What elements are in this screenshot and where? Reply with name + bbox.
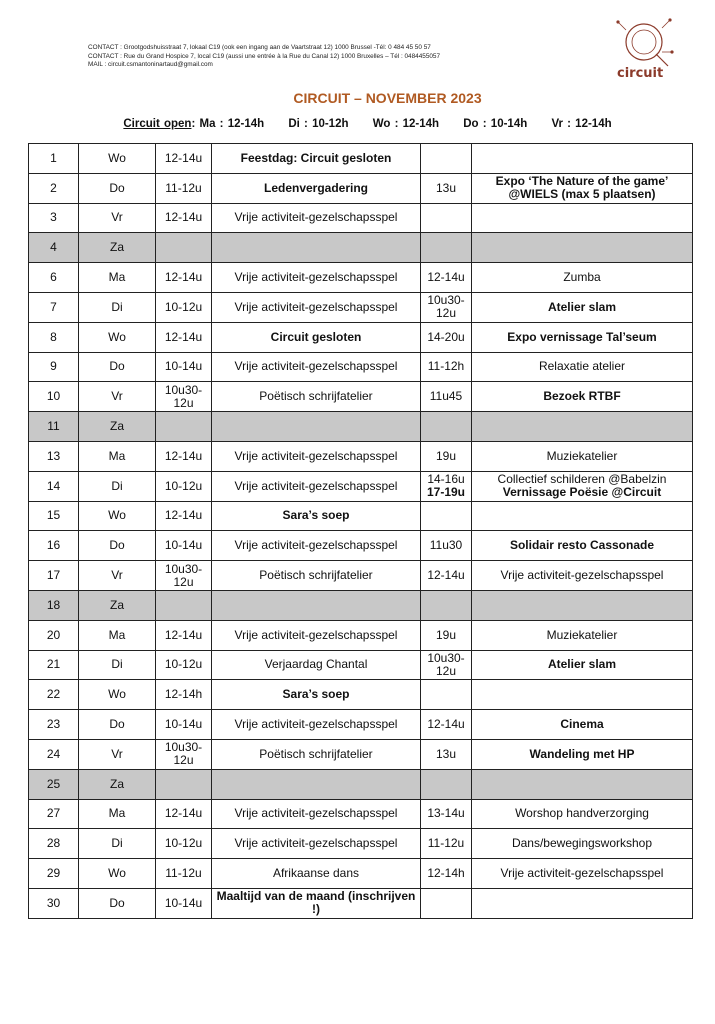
event-cell: Atelier slam <box>472 292 693 322</box>
table-row <box>29 352 693 382</box>
table-row <box>29 144 693 174</box>
activity-cell <box>212 412 421 442</box>
day-cell: Vr <box>79 203 156 233</box>
day-cell: Di <box>79 650 156 680</box>
day-cell: Ma <box>79 263 156 293</box>
time-cell: 10-12u <box>156 829 212 859</box>
event-cell: Muziekatelier <box>472 441 693 471</box>
table-row <box>29 173 693 203</box>
activity-cell: Vrije activiteit-gezelschapsspel <box>212 471 421 501</box>
time-cell: 10u30-12u <box>156 382 212 412</box>
time-cell: 10-14u <box>156 352 212 382</box>
event-cell <box>472 203 693 233</box>
event-time-line: 17-19u <box>426 485 466 500</box>
date-cell: 10 <box>29 382 79 412</box>
activity-cell: Verjaardag Chantal <box>212 650 421 680</box>
table-row <box>29 650 693 680</box>
table-row <box>29 263 693 293</box>
activity-cell: Vrije activiteit-gezelschapsspel <box>212 352 421 382</box>
activity-cell <box>212 769 421 799</box>
event-time-cell: 10u30-12u <box>421 650 472 680</box>
date-cell: 17 <box>29 561 79 591</box>
day-cell: Wo <box>79 322 156 352</box>
event-time-cell <box>421 680 472 710</box>
table-row <box>29 441 693 471</box>
table-row <box>29 590 693 620</box>
page-title: CIRCUIT – NOVEMBER 2023 <box>293 90 482 106</box>
opening-hours-label: Circuit open <box>123 118 192 130</box>
opening-hours-item: Wo : 12-14h <box>372 118 440 130</box>
table-row <box>29 412 693 442</box>
event-time-cell: 11u30 <box>421 531 472 561</box>
day-cell: Za <box>79 412 156 442</box>
opening-hours-item: Ma : 12-14h <box>199 118 265 130</box>
event-cell: Vrije activiteit-gezelschapsspel <box>472 561 693 591</box>
event-cell: Cinema <box>472 710 693 740</box>
event-time-cell <box>421 769 472 799</box>
table-row <box>29 680 693 710</box>
table-row <box>29 233 693 263</box>
table-row <box>29 769 693 799</box>
activity-cell: Vrije activiteit-gezelschapsspel <box>212 292 421 322</box>
date-cell: 18 <box>29 590 79 620</box>
table-row <box>29 739 693 769</box>
time-cell: 12-14u <box>156 322 212 352</box>
date-cell: 9 <box>29 352 79 382</box>
table-row <box>29 531 693 561</box>
opening-hours-item: Vr : 12-14h <box>551 118 612 130</box>
table-row <box>29 710 693 740</box>
event-cell <box>472 471 693 501</box>
event-time-cell: 12-14u <box>421 263 472 293</box>
activity-cell: Vrije activiteit-gezelschapsspel <box>212 203 421 233</box>
activity-cell: Feestdag: Circuit gesloten <box>212 144 421 174</box>
date-cell: 23 <box>29 710 79 740</box>
date-cell: 15 <box>29 501 79 531</box>
table-row <box>29 203 693 233</box>
event-cell <box>472 144 693 174</box>
table-row <box>29 859 693 889</box>
time-cell <box>156 590 212 620</box>
day-cell: Vr <box>79 739 156 769</box>
day-cell: Vr <box>79 382 156 412</box>
event-time-cell: 12-14u <box>421 561 472 591</box>
time-cell: 12-14u <box>156 501 212 531</box>
date-cell: 2 <box>29 173 79 203</box>
event-time-cell <box>421 590 472 620</box>
event-cell: Zumba <box>472 263 693 293</box>
event-line: Collectief schilderen @Babelzin <box>497 472 667 487</box>
date-cell: 8 <box>29 322 79 352</box>
time-cell: 10-14u <box>156 531 212 561</box>
day-cell: Za <box>79 590 156 620</box>
schedule-body <box>29 144 693 919</box>
day-cell: Do <box>79 352 156 382</box>
table-row <box>29 561 693 591</box>
contact-mail: MAIL : circuit.csmantoninartaud@gmail.com <box>88 61 213 69</box>
event-time-cell: 13u <box>421 173 472 203</box>
date-cell: 16 <box>29 531 79 561</box>
event-time-cell: 12-14h <box>421 859 472 889</box>
table-row <box>29 382 693 412</box>
table-row <box>29 620 693 650</box>
event-time-cell <box>421 233 472 263</box>
event-cell <box>472 680 693 710</box>
event-time-cell <box>421 144 472 174</box>
event-time-cell: 10u30-12u <box>421 292 472 322</box>
activity-cell: Ledenvergadering <box>212 173 421 203</box>
event-time-cell: 13u <box>421 739 472 769</box>
time-cell: 10u30-12u <box>156 561 212 591</box>
table-row <box>29 799 693 829</box>
event-cell <box>472 233 693 263</box>
activity-cell: Circuit gesloten <box>212 322 421 352</box>
event-cell: Vrije activiteit-gezelschapsspel <box>472 859 693 889</box>
event-time-cell: 14-20u <box>421 322 472 352</box>
event-time-cell <box>421 501 472 531</box>
date-cell: 20 <box>29 620 79 650</box>
event-time-cell <box>421 471 472 501</box>
day-cell: Wo <box>79 144 156 174</box>
event-cell: Expo ‘The Nature of the game’ @WIELS (max 5 plaatsen) <box>472 173 693 203</box>
day-cell: Wo <box>79 859 156 889</box>
contact-info <box>88 44 558 70</box>
contact-line-fr: CONTACT : Rue du Grand Hospice 7, local C19 (aussi une entrée à la Rue du Canal 12) 1000 Bruxelles – Tél : 0484455057 <box>88 52 441 60</box>
day-cell: Wo <box>79 501 156 531</box>
event-time-cell: 19u <box>421 620 472 650</box>
table-row <box>29 322 693 352</box>
contact-line-nl: CONTACT : Grootgodshuisstraat 7, lokaal C19 (ook een ingang aan de Vaartstraat 12) 1000 Brussel -Tél: 0 484 45 50 57 <box>88 44 431 51</box>
table-row <box>29 829 693 859</box>
day-cell: Wo <box>79 680 156 710</box>
opening-hours-item: Di : 10-12h <box>288 118 349 130</box>
event-cell: Expo vernissage Tal’seum <box>472 322 693 352</box>
activity-cell: Vrije activiteit-gezelschapsspel <box>212 531 421 561</box>
activity-cell <box>212 233 421 263</box>
event-time-cell: 13-14u <box>421 799 472 829</box>
event-cell: Solidair resto Cassonade <box>472 531 693 561</box>
event-cell <box>472 769 693 799</box>
time-cell: 12-14u <box>156 620 212 650</box>
time-cell: 10-14u <box>156 710 212 740</box>
table-row <box>29 501 693 531</box>
day-cell: Ma <box>79 620 156 650</box>
date-cell: 28 <box>29 829 79 859</box>
opening-hours-item: Do : 10-14h <box>463 118 528 130</box>
time-cell: 10-14u <box>156 888 212 918</box>
activity-cell: Vrije activiteit-gezelschapsspel <box>212 620 421 650</box>
logo-text: circuit <box>617 66 664 81</box>
event-cell <box>472 501 693 531</box>
day-cell: Di <box>79 292 156 322</box>
event-cell: Dans/bewegingsworkshop <box>472 829 693 859</box>
time-cell: 12-14h <box>156 680 212 710</box>
event-time-cell: 11-12h <box>421 352 472 382</box>
time-cell <box>156 769 212 799</box>
activity-cell: Sara’s soep <box>212 680 421 710</box>
table-row <box>29 471 693 501</box>
date-cell: 7 <box>29 292 79 322</box>
event-time-cell: 12-14u <box>421 710 472 740</box>
day-cell: Ma <box>79 799 156 829</box>
activity-cell: Vrije activiteit-gezelschapsspel <box>212 799 421 829</box>
time-cell: 10-12u <box>156 471 212 501</box>
event-line: Vernissage Poësie @Circuit <box>502 485 662 500</box>
event-time-cell <box>421 203 472 233</box>
time-cell: 10-12u <box>156 650 212 680</box>
date-cell: 4 <box>29 233 79 263</box>
date-cell: 11 <box>29 412 79 442</box>
activity-cell: Maaltijd van de maand (inschrijven !) <box>212 888 421 918</box>
event-cell: Bezoek RTBF <box>472 382 693 412</box>
time-cell <box>156 233 212 263</box>
event-cell: Relaxatie atelier <box>472 352 693 382</box>
day-cell: Do <box>79 531 156 561</box>
day-cell: Za <box>79 769 156 799</box>
activity-cell: Vrije activiteit-gezelschapsspel <box>212 263 421 293</box>
date-cell: 1 <box>29 144 79 174</box>
activity-cell: Vrije activiteit-gezelschapsspel <box>212 829 421 859</box>
activity-cell: Vrije activiteit-gezelschapsspel <box>212 441 421 471</box>
day-cell: Do <box>79 710 156 740</box>
time-cell: 12-14u <box>156 203 212 233</box>
day-cell: Za <box>79 233 156 263</box>
date-cell: 22 <box>29 680 79 710</box>
event-time-cell <box>421 412 472 442</box>
time-cell: 12-14u <box>156 144 212 174</box>
activity-cell: Afrikaanse dans <box>212 859 421 889</box>
date-cell: 24 <box>29 739 79 769</box>
event-cell <box>472 888 693 918</box>
day-cell: Di <box>79 471 156 501</box>
table-row <box>29 292 693 322</box>
time-cell: 11-12u <box>156 173 212 203</box>
day-cell: Ma <box>79 441 156 471</box>
time-cell <box>156 412 212 442</box>
schedule-table <box>28 143 693 919</box>
event-cell <box>472 412 693 442</box>
day-cell: Di <box>79 829 156 859</box>
activity-cell: Poëtisch schrijfatelier <box>212 561 421 591</box>
date-cell: 27 <box>29 799 79 829</box>
event-time-cell: 19u <box>421 441 472 471</box>
time-cell: 12-14u <box>156 441 212 471</box>
event-time-line: 14-16u <box>427 472 465 487</box>
date-cell: 6 <box>29 263 79 293</box>
day-cell: Do <box>79 173 156 203</box>
time-cell: 12-14u <box>156 799 212 829</box>
event-cell: Atelier slam <box>472 650 693 680</box>
day-cell: Do <box>79 888 156 918</box>
activity-cell: Vrije activiteit-gezelschapsspel <box>212 710 421 740</box>
opening-hours: Circuit open: Ma : 12-14h Di : 10-12h Wo : 12-14h Do : 10-14h Vr : 12-14h <box>123 118 612 130</box>
date-cell: 29 <box>29 859 79 889</box>
time-cell: 10u30-12u <box>156 739 212 769</box>
event-cell: Muziekatelier <box>472 620 693 650</box>
time-cell: 11-12u <box>156 859 212 889</box>
time-cell: 12-14u <box>156 263 212 293</box>
date-cell: 30 <box>29 888 79 918</box>
event-time-cell: 11u45 <box>421 382 472 412</box>
date-cell: 3 <box>29 203 79 233</box>
event-cell: Wandeling met HP <box>472 739 693 769</box>
day-cell: Vr <box>79 561 156 591</box>
activity-cell: Poëtisch schrijfatelier <box>212 382 421 412</box>
event-cell <box>472 590 693 620</box>
activity-cell: Sara’s soep <box>212 501 421 531</box>
date-cell: 14 <box>29 471 79 501</box>
time-cell: 10-12u <box>156 292 212 322</box>
event-time-cell: 11-12u <box>421 829 472 859</box>
date-cell: 25 <box>29 769 79 799</box>
activity-cell <box>212 590 421 620</box>
date-cell: 13 <box>29 441 79 471</box>
event-cell: Worshop handverzorging <box>472 799 693 829</box>
event-time-cell <box>421 888 472 918</box>
activity-cell: Poëtisch schrijfatelier <box>212 739 421 769</box>
date-cell: 21 <box>29 650 79 680</box>
table-row <box>29 888 693 918</box>
